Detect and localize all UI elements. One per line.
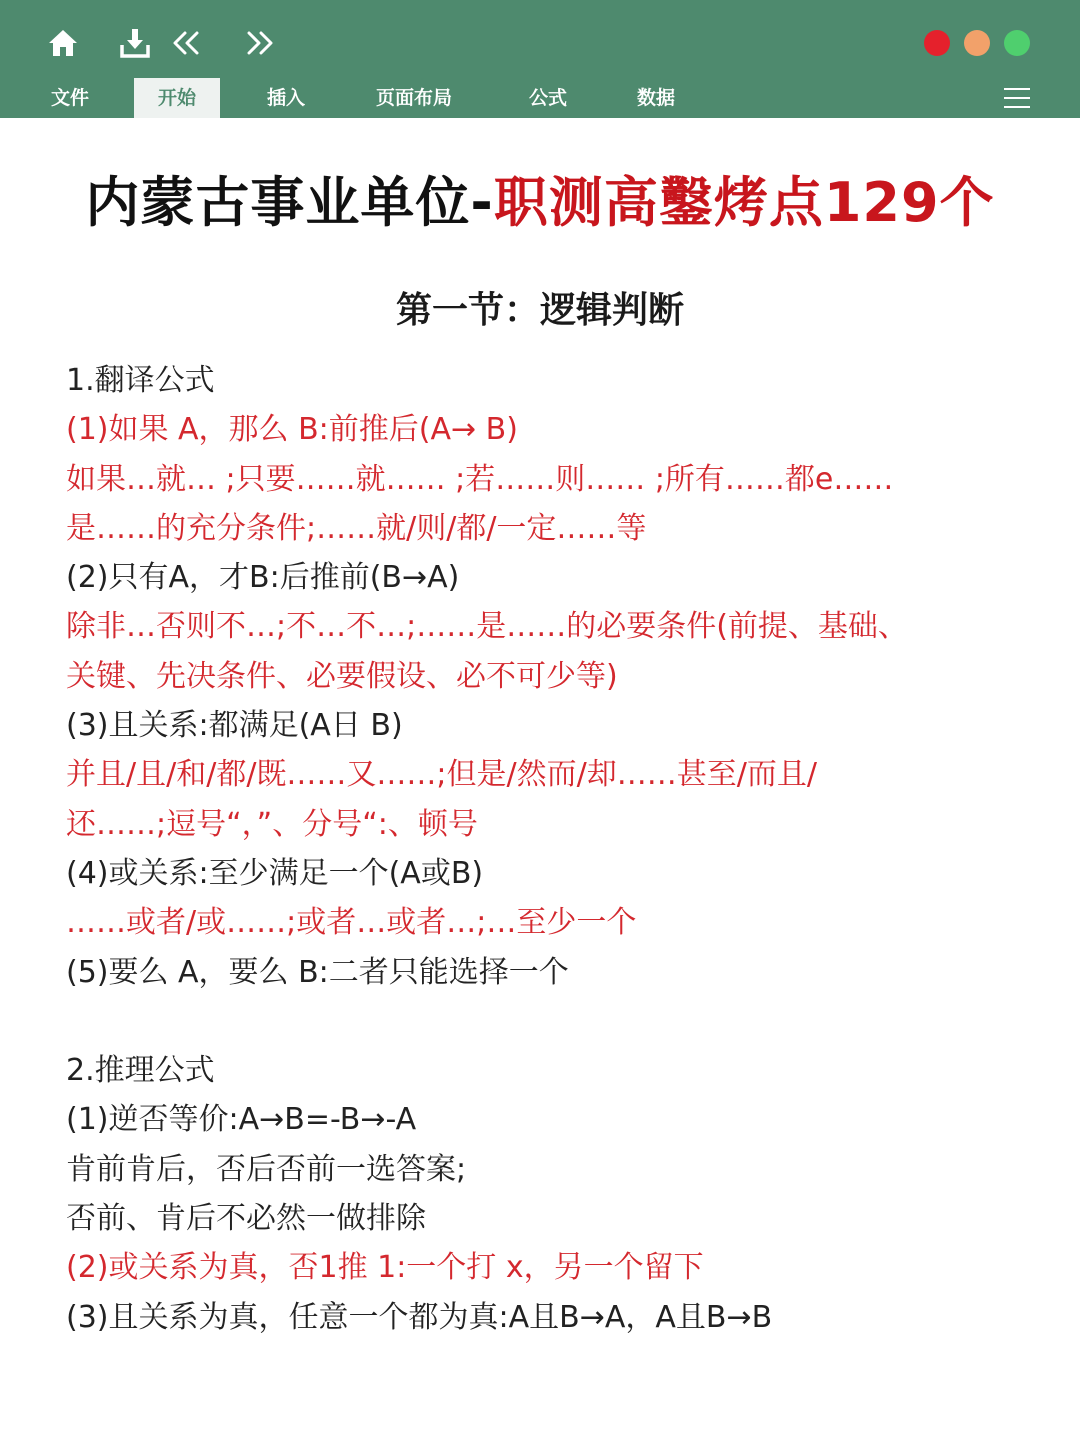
download-icon[interactable] — [116, 24, 154, 62]
forward-icon[interactable] — [240, 24, 278, 62]
text-line: (2)或关系为真，否1推 1:一个打 x，另一个留下 — [66, 1250, 704, 1286]
section-title: 第一节：逻辑判断 — [395, 290, 684, 331]
menu-data[interactable]: 数据 — [636, 87, 675, 109]
text-line: 1.翻译公式 — [66, 363, 215, 398]
text-line: (4)或关系:至少满足一个(A或B) — [66, 855, 484, 891]
menu-formula[interactable]: 公式 — [528, 87, 567, 109]
title-prefix: 内蒙古事业单位- — [85, 171, 494, 234]
text-line: ……或者/或……;或者…或者…;…至少一个 — [66, 905, 637, 941]
text-line: 关键、先决条件、必要假设、必不可少等) — [66, 658, 618, 694]
app-toolbar — [0, 0, 1080, 118]
menu-insert[interactable]: 插入 — [266, 87, 305, 109]
ribbon-menu — [0, 78, 1080, 118]
text-line: 如果…就… ;只要……就…… ;若……则…… ;所有……都e…… — [66, 461, 894, 497]
document-body — [66, 356, 1026, 1342]
menu-home[interactable]: 开始 — [134, 78, 220, 118]
text-line: 2.推理公式 — [66, 1053, 215, 1089]
text-line: (3)且关系为真，任意一个都为真:A且B→A，A且B→B — [66, 1299, 773, 1335]
minimize-window-button[interactable] — [964, 30, 990, 56]
home-icon[interactable] — [44, 24, 82, 62]
close-window-button[interactable] — [924, 30, 950, 56]
menu-hamburger-icon[interactable] — [1004, 88, 1030, 108]
blank-line — [66, 997, 1026, 1046]
maximize-window-button[interactable] — [1004, 30, 1030, 56]
text-line: (1)逆否等价:A→B=-B→-A — [66, 1102, 417, 1138]
text-line: 除非…否则不…;不…不…;……是……的必要条件(前提、基础、 — [66, 609, 908, 645]
text-line: (2)只有A，才B:后推前(B→A) — [66, 560, 460, 596]
text-line: 还……;逗号“，”、分号“:、顿号 — [66, 806, 478, 842]
page-title — [0, 160, 1080, 237]
back-icon[interactable] — [168, 24, 206, 62]
menu-file[interactable]: 文件 — [50, 87, 89, 109]
text-line: (3)且关系:都满足(A日 B) — [66, 708, 403, 744]
text-line: (1)如果 A，那么 B:前推后(A→ B) — [66, 412, 518, 448]
menu-page-layout[interactable]: 页面布局 — [375, 87, 452, 109]
text-line: 是……的充分条件;……就/则/都/一定……等 — [66, 510, 647, 546]
text-line: 并且/且/和/都/既……又……;但是/然而/却……甚至/而且/ — [66, 757, 817, 793]
text-line: 肯前肯后，否后否前一选答案; — [66, 1151, 467, 1187]
title-highlight: 职测高鑿烤点129个 — [493, 171, 995, 234]
text-line: (5)要么 A，要么 B:二者只能选择一个 — [66, 954, 569, 990]
text-line: 否前、肯后不必然一做排除 — [66, 1201, 426, 1237]
